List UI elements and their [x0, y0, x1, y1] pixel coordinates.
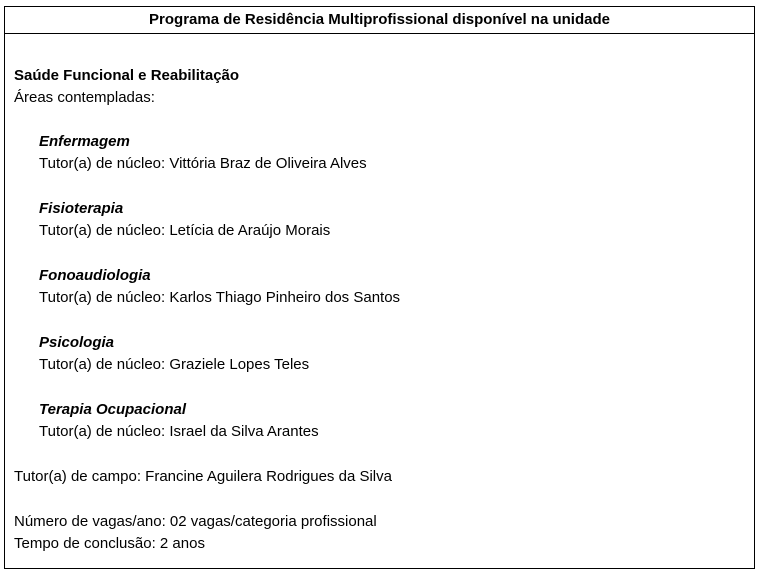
area-tutor: Tutor(a) de núcleo: Vittória Braz de Oliveira Alves	[39, 155, 367, 172]
area-tutor: Tutor(a) de núcleo: Letícia de Araújo Morais	[39, 222, 331, 239]
area-name: Terapia Ocupacional	[39, 401, 186, 418]
program-name: Saúde Funcional e Reabilitação	[14, 67, 240, 84]
table-title: Programa de Residência Multiprofissional disponível na unidade	[149, 11, 610, 28]
area-name: Enfermagem	[39, 133, 130, 150]
area-tutor: Tutor(a) de núcleo: Karlos Thiago Pinheiro dos Santos	[39, 289, 401, 306]
area-name: Psicologia	[39, 334, 115, 351]
field-tutor: Tutor(a) de campo: Francine Aguilera Rodrigues da Silva	[14, 468, 392, 485]
program-table	[4, 6, 755, 569]
areas-label: Áreas contempladas:	[14, 89, 155, 106]
area-tutor: Tutor(a) de núcleo: Graziele Lopes Teles	[39, 356, 310, 373]
table-header	[5, 7, 754, 34]
area-name: Fonoaudiologia	[39, 267, 151, 284]
vacancies: Número de vagas/ano: 02 vagas/categoria profissional	[14, 513, 377, 530]
completion-time: Tempo de conclusão: 2 anos	[14, 535, 205, 552]
area-tutor: Tutor(a) de núcleo: Israel da Silva Arantes	[39, 423, 319, 440]
area-name: Fisioterapia	[39, 200, 124, 217]
